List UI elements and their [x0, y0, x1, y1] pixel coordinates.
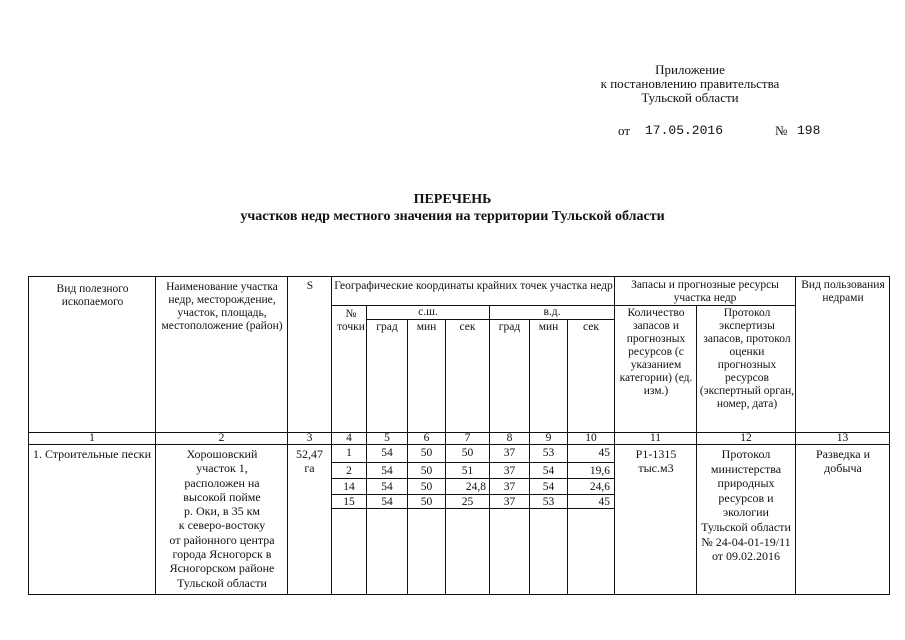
date-prefix: от — [618, 123, 631, 138]
point-number: 2 — [346, 465, 352, 477]
lon-min: 53 — [542, 447, 555, 459]
column-number: 10 — [585, 432, 597, 444]
lon-min: 54 — [542, 481, 555, 493]
site-line: участок 1, — [196, 461, 248, 476]
lat-sec: 51 — [461, 465, 474, 477]
point-number: 1 — [346, 447, 352, 459]
site-name-cell — [157, 447, 287, 590]
header-lon-min: мин — [538, 321, 559, 333]
lon-sec: 24,6 — [589, 481, 610, 493]
point-number: 15 — [343, 496, 355, 508]
mineral-type-cell: 1. Строительные пески — [32, 447, 152, 461]
protocol-line: Тульской области — [701, 519, 791, 534]
lat-min: 50 — [420, 496, 433, 508]
lat-sec: 50 — [461, 447, 474, 459]
column-number: 12 — [740, 432, 752, 444]
header-lat-min: мин — [416, 321, 437, 333]
site-line: Ясногорском районе — [169, 561, 275, 576]
number-prefix: № — [775, 123, 788, 138]
lon-deg: 37 — [503, 481, 516, 493]
column-number: 7 — [464, 432, 471, 444]
protocol-line: природных — [717, 476, 775, 491]
appendix-line-1: Приложение — [655, 62, 725, 77]
lat-sec: 25 — [461, 496, 474, 508]
appendix-line-3: Тульской области — [641, 90, 739, 105]
area-cell — [288, 447, 331, 475]
header-coordinates: Географические координаты крайних точек участка недр — [334, 280, 613, 292]
site-line: расположен на — [184, 475, 260, 490]
column-number: 8 — [506, 432, 513, 444]
column-number: 9 — [545, 432, 552, 444]
area-unit: га — [304, 461, 315, 475]
usage-cell: Разведка и добыча — [815, 447, 870, 475]
document-title: ПЕРЕЧЕНЬ — [413, 192, 492, 207]
protocol-line: министерства — [710, 461, 782, 476]
column-number: 1 — [89, 432, 95, 444]
protocol-line: Протокол — [721, 447, 771, 461]
column-number: 13 — [836, 432, 849, 444]
protocol-cell — [695, 447, 797, 564]
site-line: города Ясногорск в — [172, 547, 272, 562]
header-lat-sec: сек — [459, 321, 476, 333]
header-reserves-quantity: Количество запасов и прогнозных ресурсов (с указанием категории) (ед. изм.) — [619, 307, 693, 397]
site-line: Тульской области — [177, 575, 267, 590]
lon-deg: 37 — [503, 496, 516, 508]
reserves-cell — [616, 447, 696, 475]
header-lon-deg: град — [498, 321, 521, 333]
column-number: 6 — [423, 432, 430, 444]
reserves-unit: тыс.м3 — [638, 461, 674, 475]
protocol-line: экологии — [723, 505, 769, 520]
area-value: 52,47 — [296, 447, 323, 461]
point-number: 14 — [343, 481, 355, 493]
protocol-line: ресурсов и — [718, 490, 774, 505]
lon-sec: 45 — [598, 447, 610, 459]
header-reserves: Запасы и прогнозные ресурсы участка недр — [631, 279, 779, 304]
document-subtitle: участков недр местного значения на территории Тульской области — [240, 209, 665, 224]
header-lon-sec: сек — [583, 321, 599, 333]
lat-deg: 54 — [381, 496, 393, 508]
lon-sec: 45 — [598, 496, 610, 508]
site-line: к северо-востоку — [178, 518, 266, 533]
lat-min: 50 — [420, 447, 433, 459]
lon-min: 54 — [542, 465, 555, 477]
header-point-number: № точки — [337, 308, 365, 333]
site-line: от районного центра — [169, 532, 275, 547]
header-latitude: с.ш. — [418, 306, 438, 318]
lon-sec: 19,6 — [589, 465, 610, 477]
header-lat-deg: град — [376, 321, 398, 333]
column-number: 4 — [346, 432, 352, 444]
lat-deg: 54 — [381, 481, 393, 493]
lat-deg: 54 — [381, 465, 393, 477]
column-number: 5 — [384, 432, 390, 444]
header-protocol: Протокол экспертизы запасов, протокол оценки прогнозных ресурсов (экспертный орган, номер, дата) — [699, 307, 795, 410]
decree-number: 198 — [797, 123, 821, 138]
site-line: Хорошовский — [186, 447, 258, 461]
lon-deg: 37 — [503, 447, 516, 459]
protocol-line: № 24-04-01-19/11 — [701, 534, 791, 549]
site-line: высокой пойме — [183, 489, 261, 504]
lat-min: 50 — [420, 481, 433, 493]
header-longitude: в.д. — [543, 306, 561, 318]
decree-date: 17.05.2016 — [645, 123, 724, 138]
header-mineral-type: Вид полезного ископаемого — [56, 283, 129, 308]
site-line: р. Оки, в 35 км — [183, 504, 260, 519]
header-site-name: Наименование участка недр, месторождение, участок, площадь, местоположение (район) — [161, 281, 283, 332]
lon-min: 53 — [542, 496, 555, 508]
lon-deg: 37 — [503, 465, 516, 477]
appendix-line-2: к постановлению правительства — [600, 76, 780, 91]
reserves-value: Р1-1315 — [635, 447, 677, 461]
lat-sec: 24,8 — [465, 481, 486, 493]
header-area: S — [306, 280, 314, 292]
column-number: 11 — [649, 432, 662, 444]
header-usage: Вид пользования недрами — [801, 279, 885, 304]
protocol-line: от 09.02.2016 — [711, 549, 781, 564]
column-number: 3 — [306, 432, 313, 444]
column-number: 2 — [218, 432, 225, 444]
lat-min: 50 — [420, 465, 433, 477]
lat-deg: 54 — [381, 447, 393, 459]
